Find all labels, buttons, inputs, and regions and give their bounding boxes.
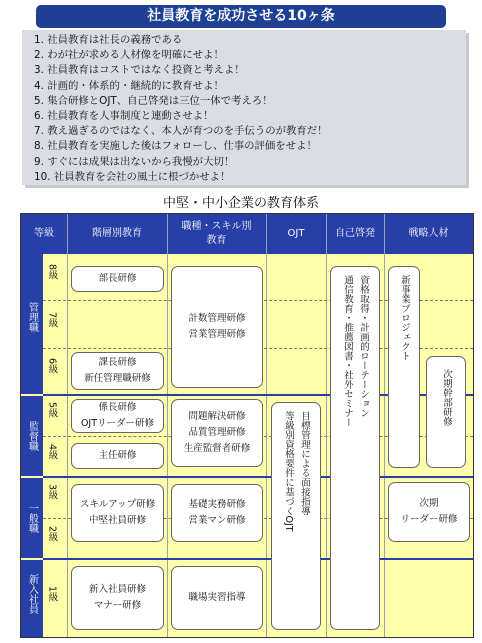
rank-divider	[43, 476, 473, 478]
header-grade: 等級	[34, 228, 54, 239]
grade-label: 5級	[46, 402, 58, 418]
self-development: 資格取得・計画的ローテーション 通信教育・推薦図書・社外セミナー	[330, 266, 380, 630]
rank-divider	[43, 558, 473, 560]
rule-item: 7. 教え過ぎるのではなく、本人が育つのを手伝うのが教育だ！	[34, 125, 328, 138]
rank-label-supervisor: 監督職	[26, 421, 38, 451]
grade-label: 3級	[46, 484, 58, 500]
dept-manager-training: 部長研修	[71, 266, 164, 292]
rule-item: 5. 集合研修とOJT、自己啓発は三位一体で考えろ！	[34, 94, 273, 107]
header-self-development: 自己啓発	[335, 228, 375, 239]
grade-label: 1級	[46, 586, 58, 602]
column-divider	[266, 214, 267, 637]
supervisor-skill-training: 問題解決研修 品質管理研修 生産監督者研修	[171, 399, 263, 467]
rule-item: 6. 社員教育を人事制度と連動させよ！	[34, 110, 214, 123]
next-executive-training: 次期幹部研修	[426, 356, 466, 468]
new-business-project: 新事業プロジェクト	[388, 266, 420, 468]
ojt-guidance: 目標管理による面接指導 等級別資格要件に基づくOJT	[271, 402, 321, 630]
general-skill-training: 基礎実務研修 営業マン研修	[171, 484, 263, 542]
education-system-diagram	[20, 213, 474, 638]
next-leader-training: 次期 リーダー研修	[388, 482, 470, 542]
workplace-practice-guidance: 職場実習指導	[171, 566, 263, 630]
ten-rules-list	[22, 30, 466, 185]
rule-item: 8. 社員教育を実施した後はフォローし、仕事の評価をせよ！	[34, 140, 317, 153]
rank-label-new-hire: 新入社員	[26, 574, 38, 614]
rule-item: 10. 社員教育を会社の風土に根づかせよ！	[34, 170, 231, 183]
grade-label: 2級	[46, 526, 58, 542]
rule-item: 4. 計画的・体系的・継続的に教育せよ！	[34, 79, 224, 92]
skillup-training: スキルアップ研修 中堅社員研修	[71, 484, 164, 542]
grade-label: 8級	[46, 264, 58, 280]
rule-item: 3. 社員教育はコストではなく投資と考えよ！	[34, 64, 245, 77]
grade-label: 4級	[46, 444, 58, 460]
section-manager-training: 課長研修 新任管理職研修	[71, 352, 164, 390]
chief-training: 係長研修 OJTリーダー研修	[71, 399, 164, 433]
header-rank-based: 階層別教育	[92, 228, 142, 239]
grade-label: 6級	[46, 358, 58, 374]
column-divider	[384, 214, 385, 637]
header-skill-based: 職種・スキル別 教育	[181, 221, 252, 246]
rank-label-management: 管理職	[26, 302, 38, 332]
column-divider	[167, 214, 168, 637]
rule-item: 1. 社員教育は社長の義務である	[34, 34, 183, 46]
rule-item: 2. わが社が求める人材像を明確にせよ！	[34, 49, 224, 62]
rule-item: 9. すぐには成果は出ないから我慢が大切！	[34, 155, 235, 168]
header-ojt: OJT	[287, 228, 305, 239]
rank-label-general: 一般職	[26, 503, 38, 533]
new-hire-training: 新入社員研修 マナー研修	[71, 566, 164, 630]
lead-training: 主任研修	[71, 443, 164, 469]
column-divider	[326, 214, 327, 637]
column-divider	[67, 214, 68, 637]
grade-label: 7級	[46, 312, 58, 328]
ten-rules-title: 社員教育を成功させる10ヶ条	[36, 5, 446, 28]
management-skill-training: 計数管理研修 営業管理研修	[171, 266, 263, 388]
diagram-title: 中堅・中小企業の教育体系	[162, 196, 319, 211]
header-strategic: 戦略人材	[408, 228, 449, 239]
